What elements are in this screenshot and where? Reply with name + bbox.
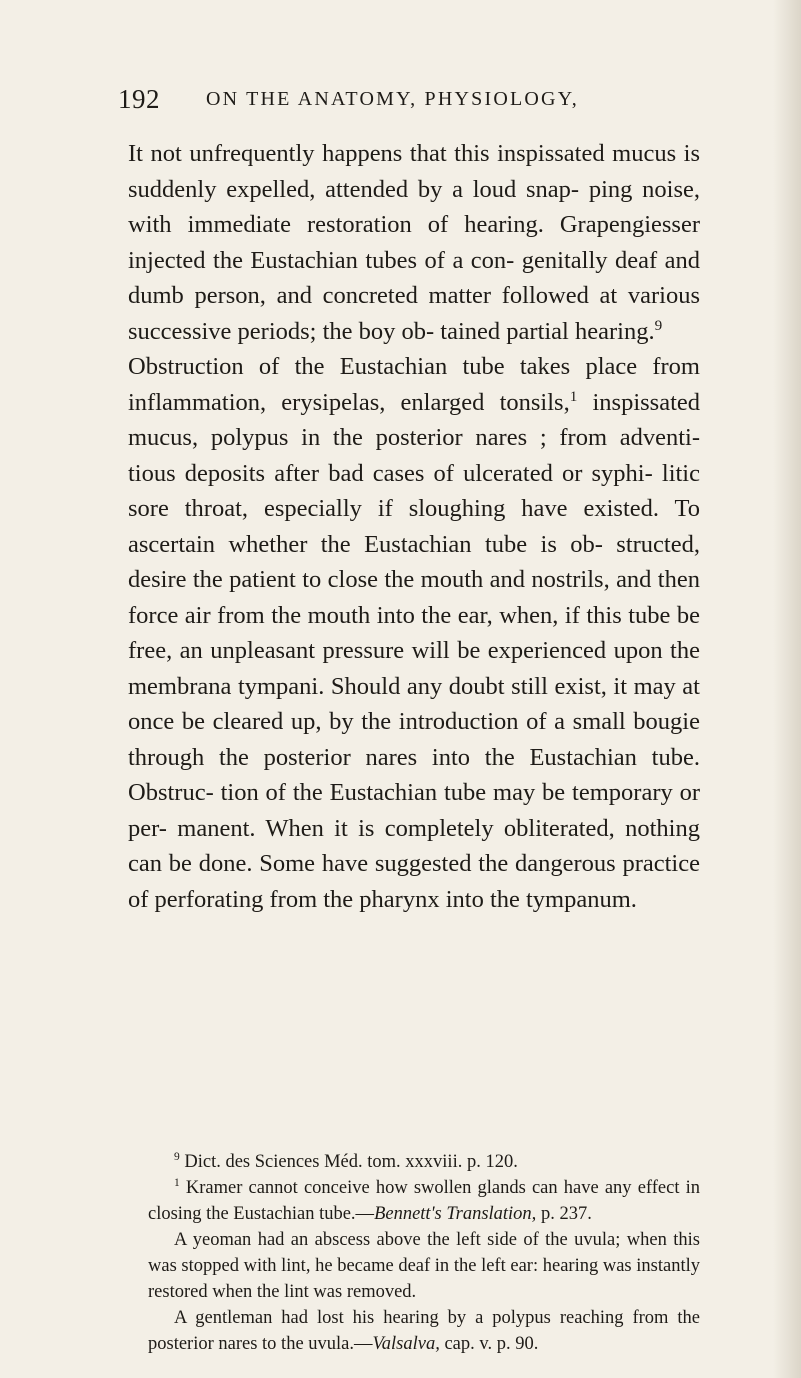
- footnotes: [148, 1149, 700, 1357]
- running-head: ON THE ANATOMY, PHYSIOLOGY,: [206, 88, 579, 110]
- page-header: [118, 84, 638, 120]
- footnote-1-para-3-source: Valsalva,: [372, 1334, 440, 1354]
- footnote-1-para-2: A yeoman had an abscess above the left side of the uvula; when this was stopped with lint, he became deaf in the left ear: hearing was instantly restored when the lint was removed.: [148, 1230, 700, 1302]
- paragraph-2-text-a: Obstruction of the Eustachian tube takes place from inflammation, erysipelas, enlarged tonsils,: [128, 353, 700, 416]
- footnote-1: [148, 1175, 700, 1227]
- footnote-1-source: Bennett's Translation,: [374, 1204, 537, 1224]
- footnote-1-para-3: [148, 1305, 700, 1357]
- footnote-1-para-3-text: A gentleman had lost his hearing by a polypus reaching from the posterior nares to the uvula.—: [148, 1308, 700, 1354]
- paragraph-1-text: It not unfrequently happens that this inspissated mucus is suddenly expelled, attended by a loud snap- ping noise, with immediate restoration of hearing. Grapengiesser injected the Eustachian tubes of a con- genitally deaf and dumb person, and concreted matter followed at various successive periods; the boy ob- tained partial hearing.: [128, 140, 700, 345]
- page-edge-shadow: [773, 0, 801, 1378]
- paragraph-1: [128, 136, 700, 349]
- footnote-9-mark: 9: [174, 1150, 180, 1163]
- footnote-9-text: Dict. des Sciences Méd. tom. xxxviii. p. 120.: [184, 1152, 518, 1172]
- footnote-9: [148, 1149, 700, 1175]
- footnote-ref-9: 9: [654, 316, 663, 334]
- footnote-1-para-3-end: cap. v. p. 90.: [439, 1334, 539, 1354]
- main-text: [128, 136, 700, 917]
- footnote-1-text: Kramer cannot conceive how swollen glands can have any effect in closing the Eustachian tube.—: [148, 1178, 700, 1224]
- paragraph-2-text-b: inspissated mucus, polypus in the posterior nares ; from adventi- tious deposits after bad cases of ulcerated or syphi- litic sore throat, especially if sloughing have existed. To ascertain whether the Eustachian tube is ob- structed, desire the patient to close the mouth and nostrils, and then force air from the mouth into the ear, when, if this tube be free, an unpleasant pressure will be experienced upon the membrana tympani. Should any doubt still exist, it may at once be cleared up, by the introduction of a small bougie through the posterior nares into the Eustachian tube. Obstruc- tion of the Eustachian tube may be temporary or per- manent. When it is completely obliterated, nothing can be done. Some have suggested the dangerous practice of perforating from the pharynx into the tympanum.: [128, 388, 700, 913]
- footnote-1-page: p. 237.: [540, 1204, 592, 1224]
- paragraph-2: [128, 349, 700, 917]
- page-number: 192: [118, 84, 160, 114]
- footnote-ref-1: 1: [569, 387, 578, 405]
- footnote-1-mark: 1: [174, 1176, 180, 1189]
